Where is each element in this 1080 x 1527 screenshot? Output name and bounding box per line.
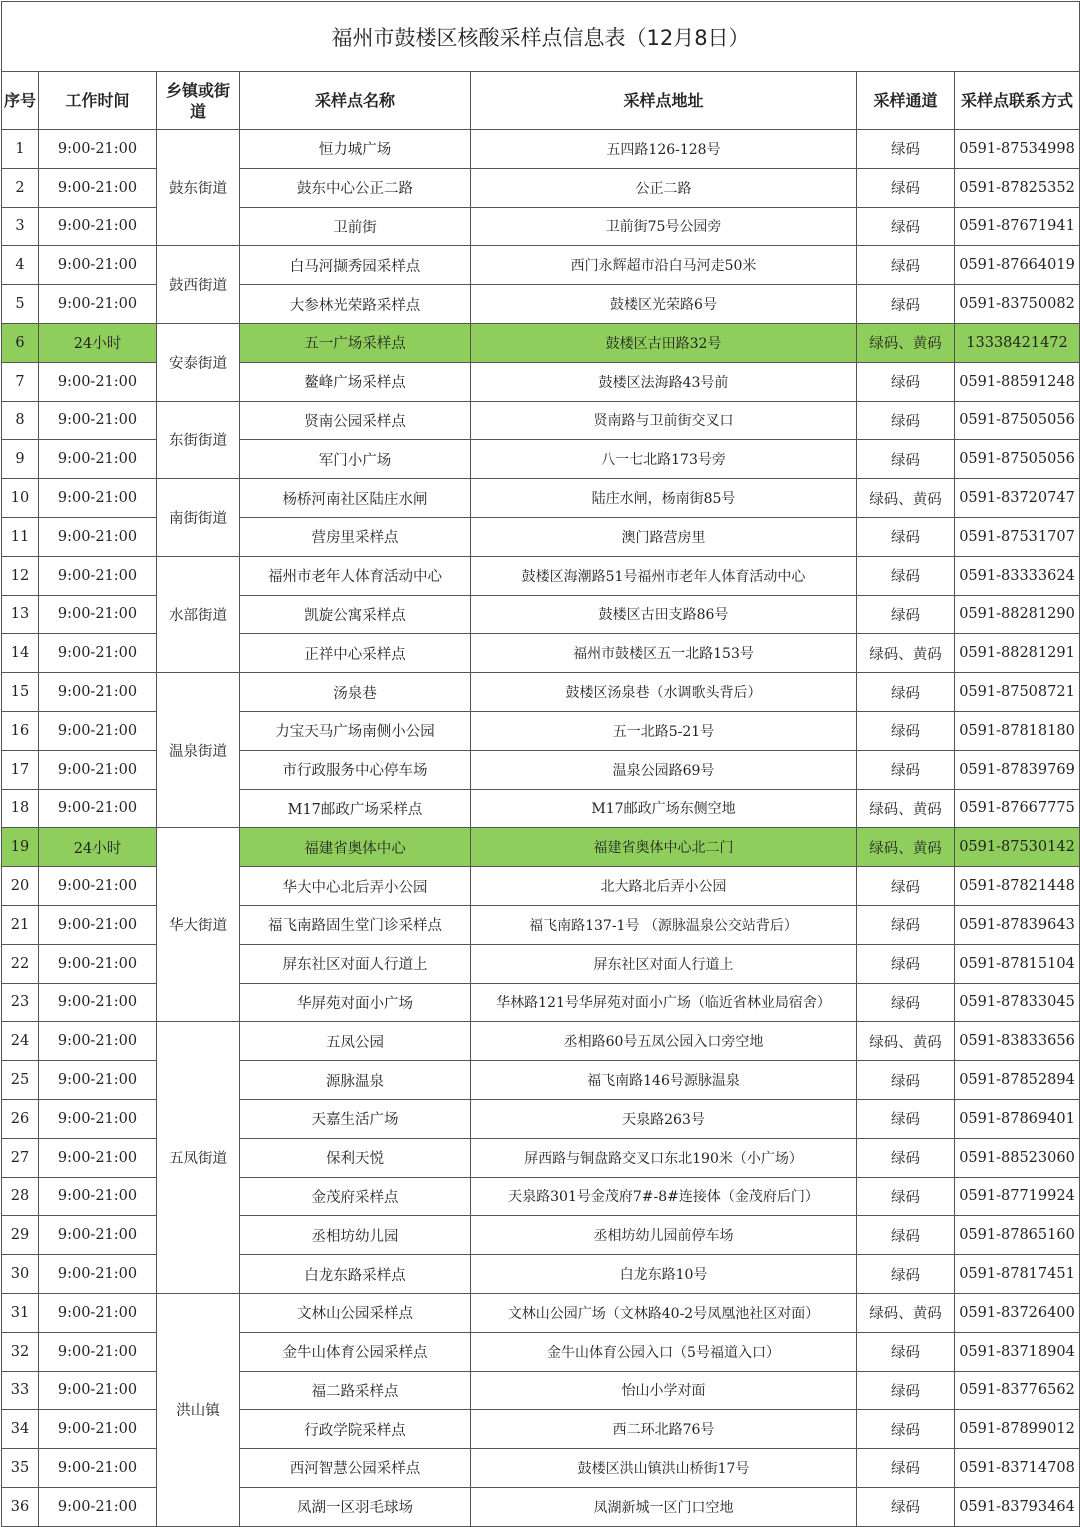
contact-phone: 0591-87899012 bbox=[955, 1410, 1080, 1449]
site-address: 鼓楼区汤泉巷（水调歌头背后） bbox=[471, 673, 857, 712]
site-address: 凤湖新城一区门口空地 bbox=[471, 1487, 857, 1526]
site-name: 鼓东中心公正二路 bbox=[240, 168, 471, 207]
work-time: 9:00-21:00 bbox=[39, 983, 157, 1022]
work-time: 9:00-21:00 bbox=[39, 944, 157, 983]
work-time: 9:00-21:00 bbox=[39, 634, 157, 673]
site-name: 文林山公园采样点 bbox=[240, 1293, 471, 1332]
work-time: 9:00-21:00 bbox=[39, 867, 157, 906]
title-row bbox=[2, 2, 1080, 72]
work-time: 9:00-21:00 bbox=[39, 1177, 157, 1216]
site-name: 杨桥河南社区陆庄水闸 bbox=[240, 479, 471, 518]
contact-phone: 0591-87505056 bbox=[955, 440, 1080, 479]
sampling-channel: 绿码 bbox=[857, 905, 955, 944]
site-address: 天泉路263号 bbox=[471, 1099, 857, 1138]
contact-phone: 0591-87852894 bbox=[955, 1061, 1080, 1100]
table-container bbox=[1, 1, 1079, 1527]
sampling-channel: 绿码 bbox=[857, 673, 955, 712]
sampling-sites-table bbox=[1, 1, 1080, 1527]
site-address: 西二环北路76号 bbox=[471, 1410, 857, 1449]
table-row bbox=[2, 673, 1080, 712]
site-address: 福建省奥体中心北二门 bbox=[471, 828, 857, 867]
site-address: 鼓楼区法海路43号前 bbox=[471, 362, 857, 401]
site-address: 陆庄水闸，杨南街85号 bbox=[471, 479, 857, 518]
work-time: 9:00-21:00 bbox=[39, 246, 157, 285]
row-number: 13 bbox=[2, 595, 39, 634]
work-time: 9:00-21:00 bbox=[39, 168, 157, 207]
site-name: 福飞南路固生堂门诊采样点 bbox=[240, 905, 471, 944]
work-time: 9:00-21:00 bbox=[39, 401, 157, 440]
work-time: 9:00-21:00 bbox=[39, 1410, 157, 1449]
row-number: 31 bbox=[2, 1293, 39, 1332]
sampling-channel: 绿码 bbox=[857, 1255, 955, 1294]
sampling-channel: 绿码、黄码 bbox=[857, 1022, 955, 1061]
table-row bbox=[2, 130, 1080, 169]
site-address: 鼓楼区海潮路51号福州市老年人体育活动中心 bbox=[471, 556, 857, 595]
site-name: 源脉温泉 bbox=[240, 1061, 471, 1100]
contact-phone: 0591-87671941 bbox=[955, 207, 1080, 246]
row-number: 9 bbox=[2, 440, 39, 479]
site-address: 华林路121号华屏苑对面小广场（临近省林业局宿舍） bbox=[471, 983, 857, 1022]
contact-phone: 0591-83750082 bbox=[955, 285, 1080, 324]
site-name: 五凤公园 bbox=[240, 1022, 471, 1061]
row-number: 33 bbox=[2, 1371, 39, 1410]
contact-phone: 0591-87667775 bbox=[955, 789, 1080, 828]
work-time: 9:00-21:00 bbox=[39, 440, 157, 479]
row-number: 34 bbox=[2, 1410, 39, 1449]
header-channel: 采样通道 bbox=[857, 72, 955, 130]
row-number: 19 bbox=[2, 828, 39, 867]
contact-phone: 0591-83726400 bbox=[955, 1293, 1080, 1332]
site-name: 大参林光荣路采样点 bbox=[240, 285, 471, 324]
contact-phone: 0591-88281290 bbox=[955, 595, 1080, 634]
site-address: 屏东社区对面人行道上 bbox=[471, 944, 857, 983]
contact-phone: 0591-87825352 bbox=[955, 168, 1080, 207]
row-number: 22 bbox=[2, 944, 39, 983]
site-name: 福二路采样点 bbox=[240, 1371, 471, 1410]
work-time: 9:00-21:00 bbox=[39, 1487, 157, 1526]
site-name: 正祥中心采样点 bbox=[240, 634, 471, 673]
street-name: 鼓西街道 bbox=[157, 246, 240, 324]
row-number: 36 bbox=[2, 1487, 39, 1526]
contact-phone: 0591-87505056 bbox=[955, 401, 1080, 440]
row-number: 20 bbox=[2, 867, 39, 906]
contact-phone: 0591-88281291 bbox=[955, 634, 1080, 673]
sampling-channel: 绿码 bbox=[857, 285, 955, 324]
row-number: 12 bbox=[2, 556, 39, 595]
site-name: 金牛山体育公园采样点 bbox=[240, 1332, 471, 1371]
row-number: 27 bbox=[2, 1138, 39, 1177]
site-address: 怡山小学对面 bbox=[471, 1371, 857, 1410]
row-number: 32 bbox=[2, 1332, 39, 1371]
site-name: 恒力城广场 bbox=[240, 130, 471, 169]
work-time: 9:00-21:00 bbox=[39, 750, 157, 789]
site-name: 卫前街 bbox=[240, 207, 471, 246]
site-name: 力宝天马广场南侧小公园 bbox=[240, 711, 471, 750]
contact-phone: 0591-87530142 bbox=[955, 828, 1080, 867]
sampling-channel: 绿码 bbox=[857, 1410, 955, 1449]
contact-phone: 0591-87817451 bbox=[955, 1255, 1080, 1294]
work-time: 24小时 bbox=[39, 323, 157, 362]
contact-phone: 13338421472 bbox=[955, 323, 1080, 362]
work-time: 9:00-21:00 bbox=[39, 1332, 157, 1371]
site-name: 华屏苑对面小广场 bbox=[240, 983, 471, 1022]
header-site-name: 采样点名称 bbox=[240, 72, 471, 130]
sampling-channel: 绿码 bbox=[857, 1449, 955, 1488]
work-time: 9:00-21:00 bbox=[39, 1099, 157, 1138]
work-time: 9:00-21:00 bbox=[39, 1449, 157, 1488]
site-name: 屏东社区对面人行道上 bbox=[240, 944, 471, 983]
work-time: 9:00-21:00 bbox=[39, 905, 157, 944]
sampling-channel: 绿码、黄码 bbox=[857, 634, 955, 673]
contact-phone: 0591-83720747 bbox=[955, 479, 1080, 518]
row-number: 26 bbox=[2, 1099, 39, 1138]
work-time: 9:00-21:00 bbox=[39, 207, 157, 246]
sampling-channel: 绿码、黄码 bbox=[857, 323, 955, 362]
site-name: 凯旋公寓采样点 bbox=[240, 595, 471, 634]
row-number: 14 bbox=[2, 634, 39, 673]
row-number: 25 bbox=[2, 1061, 39, 1100]
site-address: M17邮政广场东侧空地 bbox=[471, 789, 857, 828]
work-time: 9:00-21:00 bbox=[39, 1022, 157, 1061]
site-name: 华大中心北后弄小公园 bbox=[240, 867, 471, 906]
table-row bbox=[2, 1293, 1080, 1332]
sampling-channel: 绿码 bbox=[857, 246, 955, 285]
row-number: 7 bbox=[2, 362, 39, 401]
site-name: 福建省奥体中心 bbox=[240, 828, 471, 867]
site-address: 北大路北后弄小公园 bbox=[471, 867, 857, 906]
table-row bbox=[2, 246, 1080, 285]
row-number: 6 bbox=[2, 323, 39, 362]
sampling-channel: 绿码 bbox=[857, 1332, 955, 1371]
contact-phone: 0591-87839769 bbox=[955, 750, 1080, 789]
row-number: 28 bbox=[2, 1177, 39, 1216]
header-contact: 采样点联系方式 bbox=[955, 72, 1080, 130]
row-number: 21 bbox=[2, 905, 39, 944]
site-name: 福州市老年人体育活动中心 bbox=[240, 556, 471, 595]
contact-phone: 0591-87531707 bbox=[955, 517, 1080, 556]
site-address: 鼓楼区光荣路6号 bbox=[471, 285, 857, 324]
contact-phone: 0591-87719924 bbox=[955, 1177, 1080, 1216]
site-name: 五一广场采样点 bbox=[240, 323, 471, 362]
contact-phone: 0591-87839643 bbox=[955, 905, 1080, 944]
site-name: 贤南公园采样点 bbox=[240, 401, 471, 440]
contact-phone: 0591-83718904 bbox=[955, 1332, 1080, 1371]
work-time: 24小时 bbox=[39, 828, 157, 867]
header-street: 乡镇或街道 bbox=[157, 72, 240, 130]
site-name: 汤泉巷 bbox=[240, 673, 471, 712]
contact-phone: 0591-87818180 bbox=[955, 711, 1080, 750]
sampling-channel: 绿码 bbox=[857, 207, 955, 246]
contact-phone: 0591-87664019 bbox=[955, 246, 1080, 285]
row-number: 1 bbox=[2, 130, 39, 169]
work-time: 9:00-21:00 bbox=[39, 130, 157, 169]
work-time: 9:00-21:00 bbox=[39, 479, 157, 518]
site-address: 白龙东路10号 bbox=[471, 1255, 857, 1294]
sampling-channel: 绿码 bbox=[857, 750, 955, 789]
row-number: 2 bbox=[2, 168, 39, 207]
street-name: 南街街道 bbox=[157, 479, 240, 557]
sampling-channel: 绿码 bbox=[857, 1138, 955, 1177]
table-row bbox=[2, 401, 1080, 440]
header-time: 工作时间 bbox=[39, 72, 157, 130]
contact-phone: 0591-87869401 bbox=[955, 1099, 1080, 1138]
site-address: 鼓楼区古田支路86号 bbox=[471, 595, 857, 634]
site-name: 凤湖一区羽毛球场 bbox=[240, 1487, 471, 1526]
site-address: 福飞南路146号源脉温泉 bbox=[471, 1061, 857, 1100]
sampling-channel: 绿码 bbox=[857, 517, 955, 556]
contact-phone: 0591-88523060 bbox=[955, 1138, 1080, 1177]
work-time: 9:00-21:00 bbox=[39, 711, 157, 750]
row-number: 5 bbox=[2, 285, 39, 324]
street-name: 温泉街道 bbox=[157, 673, 240, 828]
site-name: 军门小广场 bbox=[240, 440, 471, 479]
contact-phone: 0591-87865160 bbox=[955, 1216, 1080, 1255]
page-title: 福州市鼓楼区核酸采样点信息表（12月8日） bbox=[2, 2, 1080, 72]
sampling-channel: 绿码、黄码 bbox=[857, 479, 955, 518]
row-number: 10 bbox=[2, 479, 39, 518]
street-name: 安泰街道 bbox=[157, 323, 240, 401]
site-address: 文林山公园广场（文林路40-2号凤凰池社区对面） bbox=[471, 1293, 857, 1332]
work-time: 9:00-21:00 bbox=[39, 1293, 157, 1332]
work-time: 9:00-21:00 bbox=[39, 1216, 157, 1255]
site-name: 白马河撷秀园采样点 bbox=[240, 246, 471, 285]
sampling-channel: 绿码 bbox=[857, 983, 955, 1022]
row-number: 16 bbox=[2, 711, 39, 750]
contact-phone: 0591-87815104 bbox=[955, 944, 1080, 983]
site-address: 福飞南路137-1号 （源脉温泉公交站背后） bbox=[471, 905, 857, 944]
sampling-channel: 绿码 bbox=[857, 1371, 955, 1410]
site-name: 市行政服务中心停车场 bbox=[240, 750, 471, 789]
row-number: 18 bbox=[2, 789, 39, 828]
header-no: 序号 bbox=[2, 72, 39, 130]
contact-phone: 0591-83793464 bbox=[955, 1487, 1080, 1526]
sampling-channel: 绿码 bbox=[857, 595, 955, 634]
table-row bbox=[2, 556, 1080, 595]
work-time: 9:00-21:00 bbox=[39, 556, 157, 595]
sampling-channel: 绿码 bbox=[857, 1216, 955, 1255]
site-address: 鼓楼区洪山镇洪山桥街17号 bbox=[471, 1449, 857, 1488]
site-address: 澳门路营房里 bbox=[471, 517, 857, 556]
sampling-channel: 绿码 bbox=[857, 1487, 955, 1526]
site-address: 福州市鼓楼区五一北路153号 bbox=[471, 634, 857, 673]
site-name: 保利天悦 bbox=[240, 1138, 471, 1177]
site-name: 丞相坊幼儿园 bbox=[240, 1216, 471, 1255]
header-row bbox=[2, 72, 1080, 130]
header-address: 采样点地址 bbox=[471, 72, 857, 130]
work-time: 9:00-21:00 bbox=[39, 1255, 157, 1294]
work-time: 9:00-21:00 bbox=[39, 1138, 157, 1177]
work-time: 9:00-21:00 bbox=[39, 1371, 157, 1410]
row-number: 4 bbox=[2, 246, 39, 285]
sampling-channel: 绿码 bbox=[857, 944, 955, 983]
sampling-channel: 绿码、黄码 bbox=[857, 828, 955, 867]
sampling-channel: 绿码 bbox=[857, 440, 955, 479]
contact-phone: 0591-87821448 bbox=[955, 867, 1080, 906]
site-address: 五四路126-128号 bbox=[471, 130, 857, 169]
row-number: 17 bbox=[2, 750, 39, 789]
site-address: 丞相坊幼儿园前停车场 bbox=[471, 1216, 857, 1255]
site-name: 白龙东路采样点 bbox=[240, 1255, 471, 1294]
street-name: 鼓东街道 bbox=[157, 130, 240, 246]
contact-phone: 0591-87534998 bbox=[955, 130, 1080, 169]
site-address: 卫前街75号公园旁 bbox=[471, 207, 857, 246]
work-time: 9:00-21:00 bbox=[39, 789, 157, 828]
work-time: 9:00-21:00 bbox=[39, 362, 157, 401]
work-time: 9:00-21:00 bbox=[39, 285, 157, 324]
sampling-channel: 绿码 bbox=[857, 711, 955, 750]
sampling-channel: 绿码 bbox=[857, 168, 955, 207]
contact-phone: 0591-83333624 bbox=[955, 556, 1080, 595]
street-name: 五凤街道 bbox=[157, 1022, 240, 1294]
site-address: 西门永辉超市沿白马河走50米 bbox=[471, 246, 857, 285]
site-name: 行政学院采样点 bbox=[240, 1410, 471, 1449]
street-name: 洪山镇 bbox=[157, 1293, 240, 1526]
sampling-channel: 绿码 bbox=[857, 1099, 955, 1138]
row-number: 3 bbox=[2, 207, 39, 246]
site-name: 西河智慧公园采样点 bbox=[240, 1449, 471, 1488]
site-address: 鼓楼区古田路32号 bbox=[471, 323, 857, 362]
site-address: 五一北路5-21号 bbox=[471, 711, 857, 750]
sampling-channel: 绿码、黄码 bbox=[857, 789, 955, 828]
site-name: 天嘉生活广场 bbox=[240, 1099, 471, 1138]
work-time: 9:00-21:00 bbox=[39, 517, 157, 556]
row-number: 23 bbox=[2, 983, 39, 1022]
table-row bbox=[2, 323, 1080, 362]
contact-phone: 0591-88591248 bbox=[955, 362, 1080, 401]
row-number: 30 bbox=[2, 1255, 39, 1294]
sampling-channel: 绿码 bbox=[857, 130, 955, 169]
row-number: 35 bbox=[2, 1449, 39, 1488]
street-name: 东街街道 bbox=[157, 401, 240, 479]
work-time: 9:00-21:00 bbox=[39, 673, 157, 712]
sampling-channel: 绿码 bbox=[857, 556, 955, 595]
contact-phone: 0591-87508721 bbox=[955, 673, 1080, 712]
row-number: 15 bbox=[2, 673, 39, 712]
sampling-channel: 绿码 bbox=[857, 1061, 955, 1100]
site-address: 八一七北路173号旁 bbox=[471, 440, 857, 479]
site-address: 丞相路60号五凤公园入口旁空地 bbox=[471, 1022, 857, 1061]
site-address: 屏西路与铜盘路交叉口东北190米（小广场） bbox=[471, 1138, 857, 1177]
table-row bbox=[2, 479, 1080, 518]
row-number: 8 bbox=[2, 401, 39, 440]
site-name: 营房里采样点 bbox=[240, 517, 471, 556]
street-name: 华大街道 bbox=[157, 828, 240, 1022]
contact-phone: 0591-83714708 bbox=[955, 1449, 1080, 1488]
row-number: 24 bbox=[2, 1022, 39, 1061]
contact-phone: 0591-83776562 bbox=[955, 1371, 1080, 1410]
site-name: 金茂府采样点 bbox=[240, 1177, 471, 1216]
row-number: 11 bbox=[2, 517, 39, 556]
sampling-channel: 绿码 bbox=[857, 867, 955, 906]
contact-phone: 0591-87833045 bbox=[955, 983, 1080, 1022]
table-row bbox=[2, 828, 1080, 867]
table-row bbox=[2, 1022, 1080, 1061]
site-address: 公正二路 bbox=[471, 168, 857, 207]
sampling-channel: 绿码 bbox=[857, 1177, 955, 1216]
contact-phone: 0591-83833656 bbox=[955, 1022, 1080, 1061]
site-name: 鳌峰广场采样点 bbox=[240, 362, 471, 401]
work-time: 9:00-21:00 bbox=[39, 595, 157, 634]
site-address: 金牛山体育公园入口（5号福道入口） bbox=[471, 1332, 857, 1371]
sampling-channel: 绿码、黄码 bbox=[857, 1293, 955, 1332]
site-address: 温泉公园路69号 bbox=[471, 750, 857, 789]
work-time: 9:00-21:00 bbox=[39, 1061, 157, 1100]
street-name: 水部街道 bbox=[157, 556, 240, 672]
site-address: 天泉路301号金茂府7#-8#连接体（金茂府后门） bbox=[471, 1177, 857, 1216]
row-number: 29 bbox=[2, 1216, 39, 1255]
site-name: M17邮政广场采样点 bbox=[240, 789, 471, 828]
sampling-channel: 绿码 bbox=[857, 401, 955, 440]
site-address: 贤南路与卫前街交叉口 bbox=[471, 401, 857, 440]
sampling-channel: 绿码 bbox=[857, 362, 955, 401]
